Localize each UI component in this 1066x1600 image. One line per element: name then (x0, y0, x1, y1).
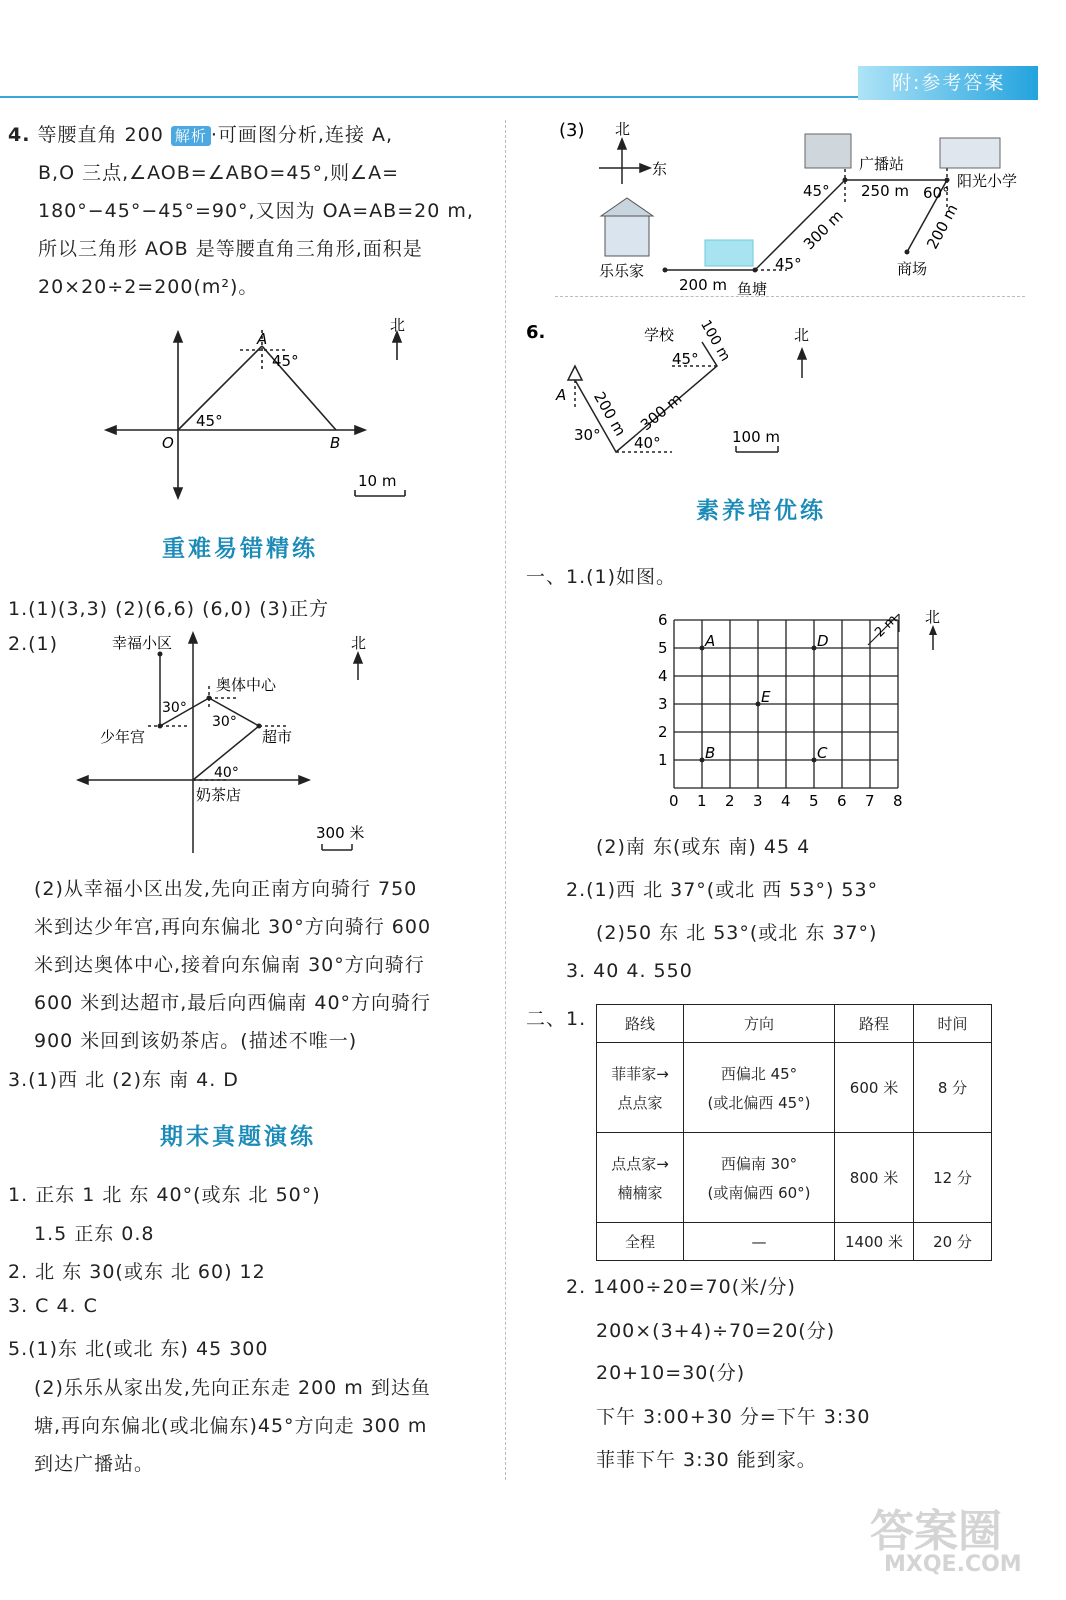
s1-answer1: 1.(1)(3,3) (2)(6,6) (6,0) (3)正方 (8, 598, 330, 620)
compass-east-label: 东 (652, 160, 668, 178)
table-header: 路线 (597, 1005, 684, 1043)
x-arrow-left (78, 776, 88, 784)
y-arrow-down (174, 488, 182, 498)
grid-point-label: E (761, 688, 771, 706)
table-row (597, 1043, 992, 1133)
table-cell-direction: — (684, 1223, 835, 1261)
grid-x-tick-label: 0 (669, 792, 679, 810)
table-cell-time: 20 分 (914, 1223, 992, 1261)
label-school: 阳光小学 (957, 172, 1018, 190)
table-cell-route: 菲菲家→ 点点家 (597, 1043, 684, 1133)
section-title-2: 期末真题演练 (160, 1124, 316, 1150)
label-radio: 广播站 (859, 155, 905, 173)
home-roof-icon (601, 198, 653, 216)
route-map-figure (76, 628, 406, 858)
grid-y-tick-label: 4 (658, 667, 668, 685)
table-cell-route: 点点家→ 楠楠家 (597, 1133, 684, 1223)
scale-label: 10 m (358, 472, 397, 490)
label-d250: 250 m (861, 182, 910, 200)
grid-point-label: A (705, 632, 716, 650)
table-header: 路程 (835, 1005, 914, 1043)
point-home (663, 268, 668, 273)
grid-point-b (700, 758, 705, 763)
label-d300: 300 m (800, 206, 847, 254)
s2-para1: (2)乐乐从家出发,先向正东走 200 m 到达鱼 (34, 1377, 431, 1399)
fig3-rule (555, 296, 1025, 297)
label-pond: 鱼塘 (737, 280, 768, 298)
compass-e-head (640, 164, 650, 172)
grid-y-tick-label: 1 (658, 751, 668, 769)
s1-answer3: 3.(1)西 北 (2)东 南 4. D (8, 1069, 239, 1091)
grid-point-label: B (705, 744, 716, 762)
table-cell-time: 8 分 (914, 1043, 992, 1133)
s3-answer2b: (2)50 东 北 53°(或北 东 37°) (596, 922, 878, 944)
home-building-icon (605, 214, 649, 256)
q4-line5: 20×20÷2=200(m²)。 (38, 276, 259, 298)
angle-45: 45° (672, 350, 699, 368)
s1-para1: (2)从幸福小区出发,先向正南方向骑行 750 (34, 878, 418, 900)
grid-x-tick-label: 2 (725, 792, 735, 810)
point-shaonian (158, 724, 163, 729)
grid-x-tick-label: 6 (837, 792, 847, 810)
table-cell-distance: 600 米 (835, 1043, 914, 1133)
header-tab: 附:参考答案 (858, 66, 1038, 100)
scale-label: 300 米 (316, 824, 365, 842)
label-d200: 200 m (590, 388, 630, 440)
label-chaoshi: 超市 (262, 728, 293, 746)
x-arrow-right (355, 426, 365, 434)
y-arrow-up (174, 332, 182, 342)
point-a-triangle (568, 366, 582, 380)
q4-line4: 所以三角形 AOB 是等腰直角三角形,面积是 (38, 238, 423, 260)
angle-40: 40° (214, 765, 239, 781)
north-label: 北 (351, 634, 367, 652)
point-pond (753, 268, 758, 273)
north-arrow-head (929, 625, 937, 635)
grid-y-tick-label: 3 (658, 695, 668, 713)
label-d200: 200 m (679, 276, 728, 294)
table-total-row (597, 1223, 992, 1261)
grid-point-a (700, 646, 705, 651)
compass-north-label: 北 (615, 120, 631, 138)
s3-calc4: 下午 3:00+30 分=下午 3:30 (596, 1406, 871, 1428)
angle-o-label: 45° (196, 412, 223, 430)
label-xingfu: 幸福小区 (112, 634, 173, 652)
table-cell-distance: 800 米 (835, 1133, 914, 1223)
watermark-url: MXQE.COM (884, 1552, 1022, 1577)
table-cell-time: 12 分 (914, 1133, 992, 1223)
analysis-tag: 解析 (171, 126, 211, 146)
north-arrow-head (798, 349, 806, 359)
grid-x-tick-label: 7 (865, 792, 875, 810)
grid-x-tick-label: 3 (753, 792, 763, 810)
s2-answer5: 5.(1)东 北(或北 东) 45 300 (8, 1338, 269, 1360)
label-d300: 300 m (637, 389, 686, 435)
angle-30b: 30° (212, 714, 237, 730)
x-arrow-left (106, 426, 116, 434)
grid-x-tick-label: 1 (697, 792, 707, 810)
pond-map-figure (555, 112, 1025, 302)
s1-para3: 米到达奥体中心,接着向东偏南 30°方向骑行 (34, 954, 425, 976)
point-b-label: B (330, 434, 341, 452)
s2-para3: 到达广播站。 (34, 1453, 155, 1475)
s2-para2: 塘,再向东偏北(或北偏东)45°方向走 300 m (34, 1415, 428, 1437)
column-divider (505, 120, 506, 1480)
q4-line1 (8, 120, 393, 147)
table-cell-direction: 西偏南 30° (或南偏西 60°) (684, 1133, 835, 1223)
grid-point-label: D (817, 632, 829, 650)
x-arrow-right (299, 776, 309, 784)
coordinate-grid (650, 600, 970, 820)
q4-number: 4. (8, 124, 31, 146)
north-label: 北 (794, 326, 810, 344)
point-aoti (207, 696, 212, 701)
scale-label: 100 m (732, 428, 781, 446)
grid-point-c (812, 758, 817, 763)
s3-answer3: 3. 40 4. 550 (566, 960, 693, 982)
point-a-label: A (257, 330, 268, 348)
s3-answer1b: (2)南 东(或东 南) 45 4 (596, 836, 811, 858)
y-arrow (189, 633, 197, 643)
radio-station-icon (805, 134, 851, 168)
point-xingfu (158, 652, 163, 657)
point-radio (843, 178, 848, 183)
s1-para4: 600 米到达超市,最后向西偏南 40°方向骑行 (34, 992, 432, 1014)
label-d200b: 200 m (923, 201, 962, 252)
q4-line3: 180°−45°−45°=90°,又因为 OA=AB=20 m, (38, 200, 474, 222)
angle-30: 30° (574, 426, 601, 444)
s3-calc2: 200×(3+4)÷70=20(分) (596, 1320, 836, 1342)
grid-x-tick-label: 8 (893, 792, 903, 810)
angle-40: 40° (634, 434, 661, 452)
table-row (597, 1133, 992, 1223)
pond-icon (705, 240, 753, 266)
school-building-icon (940, 138, 1000, 168)
grid-point-d (812, 646, 817, 651)
s3-part2-label: 二、1. (526, 1008, 587, 1030)
table-header-row (597, 1005, 992, 1043)
angle-45-pond: 45° (775, 255, 802, 273)
s3-answer2: 2.(1)西 北 37°(或北 西 53°) 53° (566, 879, 879, 901)
label-home: 乐乐家 (599, 262, 645, 280)
fig6-number: 6. (526, 322, 546, 343)
s2-answer1: 1. 正东 1 北 东 40°(或东 北 50°) (8, 1184, 321, 1206)
north-label: 北 (925, 608, 941, 626)
fig3-number: (3) (559, 120, 585, 141)
label-d100: 100 m (697, 317, 734, 365)
label-naicha: 奶茶店 (196, 786, 242, 804)
angle-60: 60° (923, 184, 950, 202)
s3-calc1: 2. 1400÷20=70(米/分) (566, 1276, 796, 1298)
table-header: 方向 (684, 1005, 835, 1043)
s3-answer1: 一、1.(1)如图。 (526, 566, 677, 588)
s3-calc5: 菲菲下午 3:30 能到家。 (596, 1449, 817, 1471)
table-cell-direction: 西偏北 45° (或北偏西 45°) (684, 1043, 835, 1133)
grid-point-label: C (817, 744, 828, 762)
label-aoti: 奥体中心 (216, 676, 277, 694)
section-title-1: 重难易错精练 (162, 536, 318, 562)
answer-table (596, 1004, 992, 1261)
grid-y-tick-label: 5 (658, 639, 668, 657)
point-school (945, 178, 950, 183)
s2-answer3: 3. C 4. C (8, 1295, 98, 1317)
school-route-figure (522, 310, 822, 470)
compass-n-head (618, 139, 626, 149)
grid-scale-label: 2 m (872, 612, 901, 641)
point-o-label: O (162, 434, 174, 452)
angle-45-radio: 45° (803, 182, 830, 200)
point-mall (905, 250, 910, 255)
s1-answer2: 2.(1) (8, 633, 59, 655)
table-cell-route: 全程 (597, 1223, 684, 1261)
angle-30a: 30° (162, 700, 187, 716)
point-chaoshi (257, 724, 262, 729)
q4-text1: ·可画图分析,连接 A, (210, 124, 394, 146)
s1-para5: 900 米回到该奶茶店。(描述不唯一) (34, 1030, 358, 1052)
q4-answer: 等腰直角 200 (37, 124, 164, 146)
s3-calc3: 20+10=30(分) (596, 1362, 746, 1384)
grid-x-tick-label: 5 (809, 792, 819, 810)
section-title-3: 素养培优练 (696, 498, 826, 524)
triangle-figure (100, 310, 430, 510)
grid-y-tick-label: 2 (658, 723, 668, 741)
label-mall: 商场 (897, 260, 928, 278)
header-rule (0, 96, 1000, 98)
north-arrow-head (354, 653, 362, 663)
s1-para2: 米到达少年宫,再向东偏北 30°方向骑行 600 (34, 916, 432, 938)
grid-point-e (756, 702, 761, 707)
angle-a-label: 45° (272, 352, 299, 370)
watermark-logo: 答案圈 (870, 1506, 1002, 1557)
grid-y-tick-label: 6 (658, 611, 668, 629)
q4-line2: B,O 三点,∠AOB=∠ABO=45°,则∠A= (38, 162, 399, 184)
label-a: A (556, 386, 567, 404)
label-school: 学校 (644, 326, 675, 344)
table-header: 时间 (914, 1005, 992, 1043)
north-label: 北 (390, 316, 406, 334)
grid-x-tick-label: 4 (781, 792, 791, 810)
s2-answer2: 2. 北 东 30(或东 北 60) 12 (8, 1261, 266, 1283)
s2-answer1b: 1.5 正东 0.8 (34, 1223, 155, 1245)
table-cell-distance: 1400 米 (835, 1223, 914, 1261)
label-shaonian: 少年宫 (100, 728, 146, 746)
